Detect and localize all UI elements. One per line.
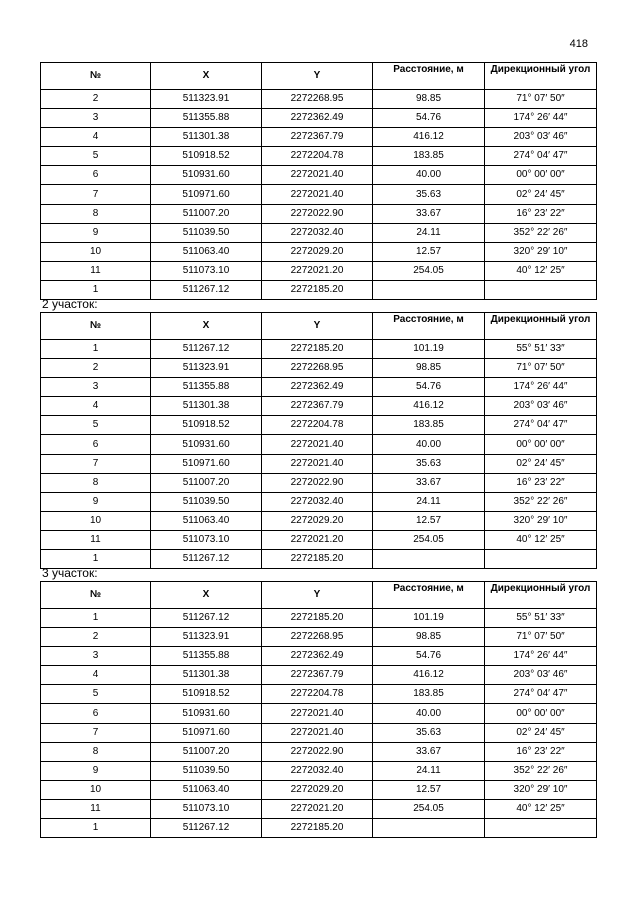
distance-cell: 12.57 [373,511,485,530]
table-row [41,454,597,473]
coordinates-table-section-1 [40,62,597,300]
x-coordinate-cell: 511039.50 [151,761,262,780]
point-number-cell: 2 [41,90,151,109]
distance-cell [373,550,485,569]
x-coordinate-cell: 510971.60 [151,723,262,742]
bearing-cell: 00° 00′ 00″ [485,435,597,454]
y-coordinate-cell: 2272021.20 [262,261,373,280]
section-title-2: 2 участок: [42,297,98,311]
table-body [41,90,597,300]
header-num: № [41,63,151,90]
point-number-cell: 1 [41,819,151,838]
table-row [41,742,597,761]
bearing-cell: 174° 26′ 44″ [485,647,597,666]
x-coordinate-cell: 511073.10 [151,261,262,280]
table-row [41,185,597,204]
point-number-cell: 7 [41,454,151,473]
point-number-cell: 3 [41,647,151,666]
bearing-cell: 16° 23′ 22″ [485,742,597,761]
point-number-cell: 6 [41,435,151,454]
bearing-cell: 02° 24′ 45″ [485,185,597,204]
bearing-cell: 00° 00′ 00″ [485,704,597,723]
y-coordinate-cell: 2272029.20 [262,780,373,799]
y-coordinate-cell: 2272021.40 [262,454,373,473]
y-coordinate-cell: 2272021.40 [262,166,373,185]
table-row [41,223,597,242]
distance-cell: 54.76 [373,378,485,397]
x-coordinate-cell: 511267.12 [151,280,262,299]
x-coordinate-cell: 511073.10 [151,799,262,818]
x-coordinate-cell: 511039.50 [151,492,262,511]
distance-cell: 12.57 [373,780,485,799]
y-coordinate-cell: 2272268.95 [262,628,373,647]
bearing-cell: 71° 07′ 50″ [485,90,597,109]
header-x: X [151,313,262,340]
point-number-cell: 11 [41,261,151,280]
table-row [41,647,597,666]
table-row [41,280,597,299]
y-coordinate-cell: 2272367.79 [262,397,373,416]
table-row [41,723,597,742]
bearing-cell: 71° 07′ 50″ [485,628,597,647]
section-title-3: 3 участок: [42,566,98,580]
header-x: X [151,582,262,609]
table-header-row [41,313,597,340]
y-coordinate-cell: 2272185.20 [262,819,373,838]
distance-cell: 98.85 [373,90,485,109]
table-row [41,780,597,799]
x-coordinate-cell: 511267.12 [151,609,262,628]
bearing-cell: 02° 24′ 45″ [485,723,597,742]
x-coordinate-cell: 511267.12 [151,550,262,569]
bearing-cell [485,819,597,838]
table-row [41,416,597,435]
y-coordinate-cell: 2272032.40 [262,492,373,511]
distance-cell: 416.12 [373,666,485,685]
bearing-cell: 274° 04′ 47″ [485,147,597,166]
distance-cell: 54.76 [373,109,485,128]
coordinates-table-section-2 [40,312,597,569]
distance-cell: 416.12 [373,128,485,147]
distance-cell: 254.05 [373,530,485,549]
y-coordinate-cell: 2272021.20 [262,530,373,549]
table-row [41,799,597,818]
distance-cell: 35.63 [373,185,485,204]
point-number-cell: 8 [41,204,151,223]
distance-cell: 33.67 [373,473,485,492]
table-row [41,685,597,704]
y-coordinate-cell: 2272029.20 [262,511,373,530]
y-coordinate-cell: 2272204.78 [262,685,373,704]
point-number-cell: 10 [41,780,151,799]
point-number-cell: 3 [41,378,151,397]
page-number: 418 [569,38,588,50]
x-coordinate-cell: 510918.52 [151,685,262,704]
point-number-cell: 1 [41,609,151,628]
table-row [41,435,597,454]
x-coordinate-cell: 511007.20 [151,473,262,492]
distance-cell: 183.85 [373,685,485,704]
point-number-cell: 1 [41,550,151,569]
y-coordinate-cell: 2272021.20 [262,799,373,818]
header-x: X [151,63,262,90]
bearing-cell: 71° 07′ 50″ [485,359,597,378]
bearing-cell: 16° 23′ 22″ [485,204,597,223]
bearing-cell [485,280,597,299]
point-number-cell: 5 [41,416,151,435]
y-coordinate-cell: 2272185.20 [262,609,373,628]
distance-cell: 24.11 [373,761,485,780]
distance-cell: 183.85 [373,416,485,435]
bearing-cell: 40° 12′ 25″ [485,799,597,818]
y-coordinate-cell: 2272362.49 [262,647,373,666]
y-coordinate-cell: 2272268.95 [262,90,373,109]
distance-cell: 40.00 [373,704,485,723]
table-row [41,704,597,723]
y-coordinate-cell: 2272022.90 [262,473,373,492]
table-row [41,166,597,185]
x-coordinate-cell: 511063.40 [151,780,262,799]
table-row [41,242,597,261]
distance-cell: 40.00 [373,435,485,454]
y-coordinate-cell: 2272021.40 [262,704,373,723]
distance-cell: 24.11 [373,492,485,511]
table-row [41,204,597,223]
x-coordinate-cell: 511007.20 [151,204,262,223]
bearing-cell: 352° 22′ 26″ [485,223,597,242]
table-body [41,609,597,838]
x-coordinate-cell: 510971.60 [151,454,262,473]
table-body [41,340,597,569]
header-distance: Расстояние, м [373,582,485,609]
x-coordinate-cell: 511063.40 [151,511,262,530]
bearing-cell: 00° 00′ 00″ [485,166,597,185]
point-number-cell: 11 [41,799,151,818]
y-coordinate-cell: 2272185.20 [262,280,373,299]
bearing-cell: 174° 26′ 44″ [485,109,597,128]
y-coordinate-cell: 2272021.40 [262,185,373,204]
bearing-cell: 352° 22′ 26″ [485,492,597,511]
point-number-cell: 4 [41,666,151,685]
x-coordinate-cell: 510918.52 [151,147,262,166]
distance-cell: 101.19 [373,340,485,359]
distance-cell: 35.63 [373,723,485,742]
table-row [41,819,597,838]
table-row [41,128,597,147]
bearing-cell [485,550,597,569]
x-coordinate-cell: 511301.38 [151,397,262,416]
point-number-cell: 2 [41,628,151,647]
table-row [41,90,597,109]
x-coordinate-cell: 511355.88 [151,378,262,397]
distance-cell: 416.12 [373,397,485,416]
x-coordinate-cell: 510931.60 [151,704,262,723]
table-row [41,340,597,359]
distance-cell: 101.19 [373,609,485,628]
table-row [41,147,597,166]
point-number-cell: 7 [41,185,151,204]
bearing-cell: 320° 29′ 10″ [485,780,597,799]
header-bearing: Дирекционный угол [485,582,597,609]
point-number-cell: 5 [41,147,151,166]
x-coordinate-cell: 511355.88 [151,109,262,128]
bearing-cell: 02° 24′ 45″ [485,454,597,473]
distance-cell: 35.63 [373,454,485,473]
bearing-cell: 55° 51′ 33″ [485,340,597,359]
y-coordinate-cell: 2272032.40 [262,761,373,780]
x-coordinate-cell: 511323.91 [151,90,262,109]
point-number-cell: 9 [41,492,151,511]
header-y: Y [262,313,373,340]
table-row [41,761,597,780]
bearing-cell: 352° 22′ 26″ [485,761,597,780]
table-row [41,628,597,647]
y-coordinate-cell: 2272268.95 [262,359,373,378]
y-coordinate-cell: 2272367.79 [262,128,373,147]
table-row [41,511,597,530]
table-row [41,359,597,378]
header-num: № [41,313,151,340]
bearing-cell: 320° 29′ 10″ [485,242,597,261]
y-coordinate-cell: 2272032.40 [262,223,373,242]
header-num: № [41,582,151,609]
header-y: Y [262,582,373,609]
bearing-cell: 203° 03′ 46″ [485,397,597,416]
point-number-cell: 10 [41,511,151,530]
point-number-cell: 3 [41,109,151,128]
x-coordinate-cell: 510931.60 [151,166,262,185]
y-coordinate-cell: 2272021.40 [262,435,373,454]
point-number-cell: 5 [41,685,151,704]
x-coordinate-cell: 511323.91 [151,359,262,378]
point-number-cell: 2 [41,359,151,378]
x-coordinate-cell: 511323.91 [151,628,262,647]
point-number-cell: 8 [41,742,151,761]
point-number-cell: 8 [41,473,151,492]
distance-cell: 98.85 [373,628,485,647]
y-coordinate-cell: 2272204.78 [262,416,373,435]
y-coordinate-cell: 2272367.79 [262,666,373,685]
distance-cell: 183.85 [373,147,485,166]
point-number-cell: 4 [41,128,151,147]
table-row [41,473,597,492]
table-row [41,261,597,280]
bearing-cell: 274° 04′ 47″ [485,685,597,704]
table-row [41,492,597,511]
x-coordinate-cell: 511073.10 [151,530,262,549]
y-coordinate-cell: 2272021.40 [262,723,373,742]
bearing-cell: 16° 23′ 22″ [485,473,597,492]
table-row [41,397,597,416]
point-number-cell: 7 [41,723,151,742]
point-number-cell: 1 [41,280,151,299]
y-coordinate-cell: 2272022.90 [262,204,373,223]
coordinates-table-section-3 [40,581,597,838]
x-coordinate-cell: 511355.88 [151,647,262,666]
distance-cell: 33.67 [373,742,485,761]
header-y: Y [262,63,373,90]
y-coordinate-cell: 2272185.20 [262,340,373,359]
distance-cell: 254.05 [373,799,485,818]
x-coordinate-cell: 511301.38 [151,128,262,147]
x-coordinate-cell: 511267.12 [151,819,262,838]
bearing-cell: 203° 03′ 46″ [485,128,597,147]
table-row [41,550,597,569]
y-coordinate-cell: 2272185.20 [262,550,373,569]
y-coordinate-cell: 2272362.49 [262,109,373,128]
bearing-cell: 40° 12′ 25″ [485,530,597,549]
bearing-cell: 320° 29′ 10″ [485,511,597,530]
x-coordinate-cell: 511039.50 [151,223,262,242]
point-number-cell: 6 [41,704,151,723]
table-row [41,609,597,628]
y-coordinate-cell: 2272362.49 [262,378,373,397]
distance-cell: 254.05 [373,261,485,280]
distance-cell: 33.67 [373,204,485,223]
table-header-row [41,63,597,90]
table-header-row [41,582,597,609]
distance-cell [373,280,485,299]
bearing-cell: 203° 03′ 46″ [485,666,597,685]
x-coordinate-cell: 510971.60 [151,185,262,204]
y-coordinate-cell: 2272029.20 [262,242,373,261]
distance-cell: 98.85 [373,359,485,378]
point-number-cell: 10 [41,242,151,261]
table-row [41,666,597,685]
table-row [41,109,597,128]
x-coordinate-cell: 510918.52 [151,416,262,435]
x-coordinate-cell: 511267.12 [151,340,262,359]
distance-cell: 24.11 [373,223,485,242]
bearing-cell: 40° 12′ 25″ [485,261,597,280]
distance-cell: 54.76 [373,647,485,666]
y-coordinate-cell: 2272022.90 [262,742,373,761]
point-number-cell: 6 [41,166,151,185]
y-coordinate-cell: 2272204.78 [262,147,373,166]
bearing-cell: 174° 26′ 44″ [485,378,597,397]
point-number-cell: 9 [41,223,151,242]
distance-cell [373,819,485,838]
point-number-cell: 9 [41,761,151,780]
header-bearing: Дирекционный угол [485,313,597,340]
header-distance: Расстояние, м [373,313,485,340]
x-coordinate-cell: 511007.20 [151,742,262,761]
header-bearing: Дирекционный угол [485,63,597,90]
header-distance: Расстояние, м [373,63,485,90]
table-row [41,378,597,397]
point-number-cell: 4 [41,397,151,416]
distance-cell: 40.00 [373,166,485,185]
point-number-cell: 1 [41,340,151,359]
bearing-cell: 274° 04′ 47″ [485,416,597,435]
distance-cell: 12.57 [373,242,485,261]
point-number-cell: 11 [41,530,151,549]
x-coordinate-cell: 510931.60 [151,435,262,454]
x-coordinate-cell: 511063.40 [151,242,262,261]
x-coordinate-cell: 511301.38 [151,666,262,685]
bearing-cell: 55° 51′ 33″ [485,609,597,628]
table-row [41,530,597,549]
